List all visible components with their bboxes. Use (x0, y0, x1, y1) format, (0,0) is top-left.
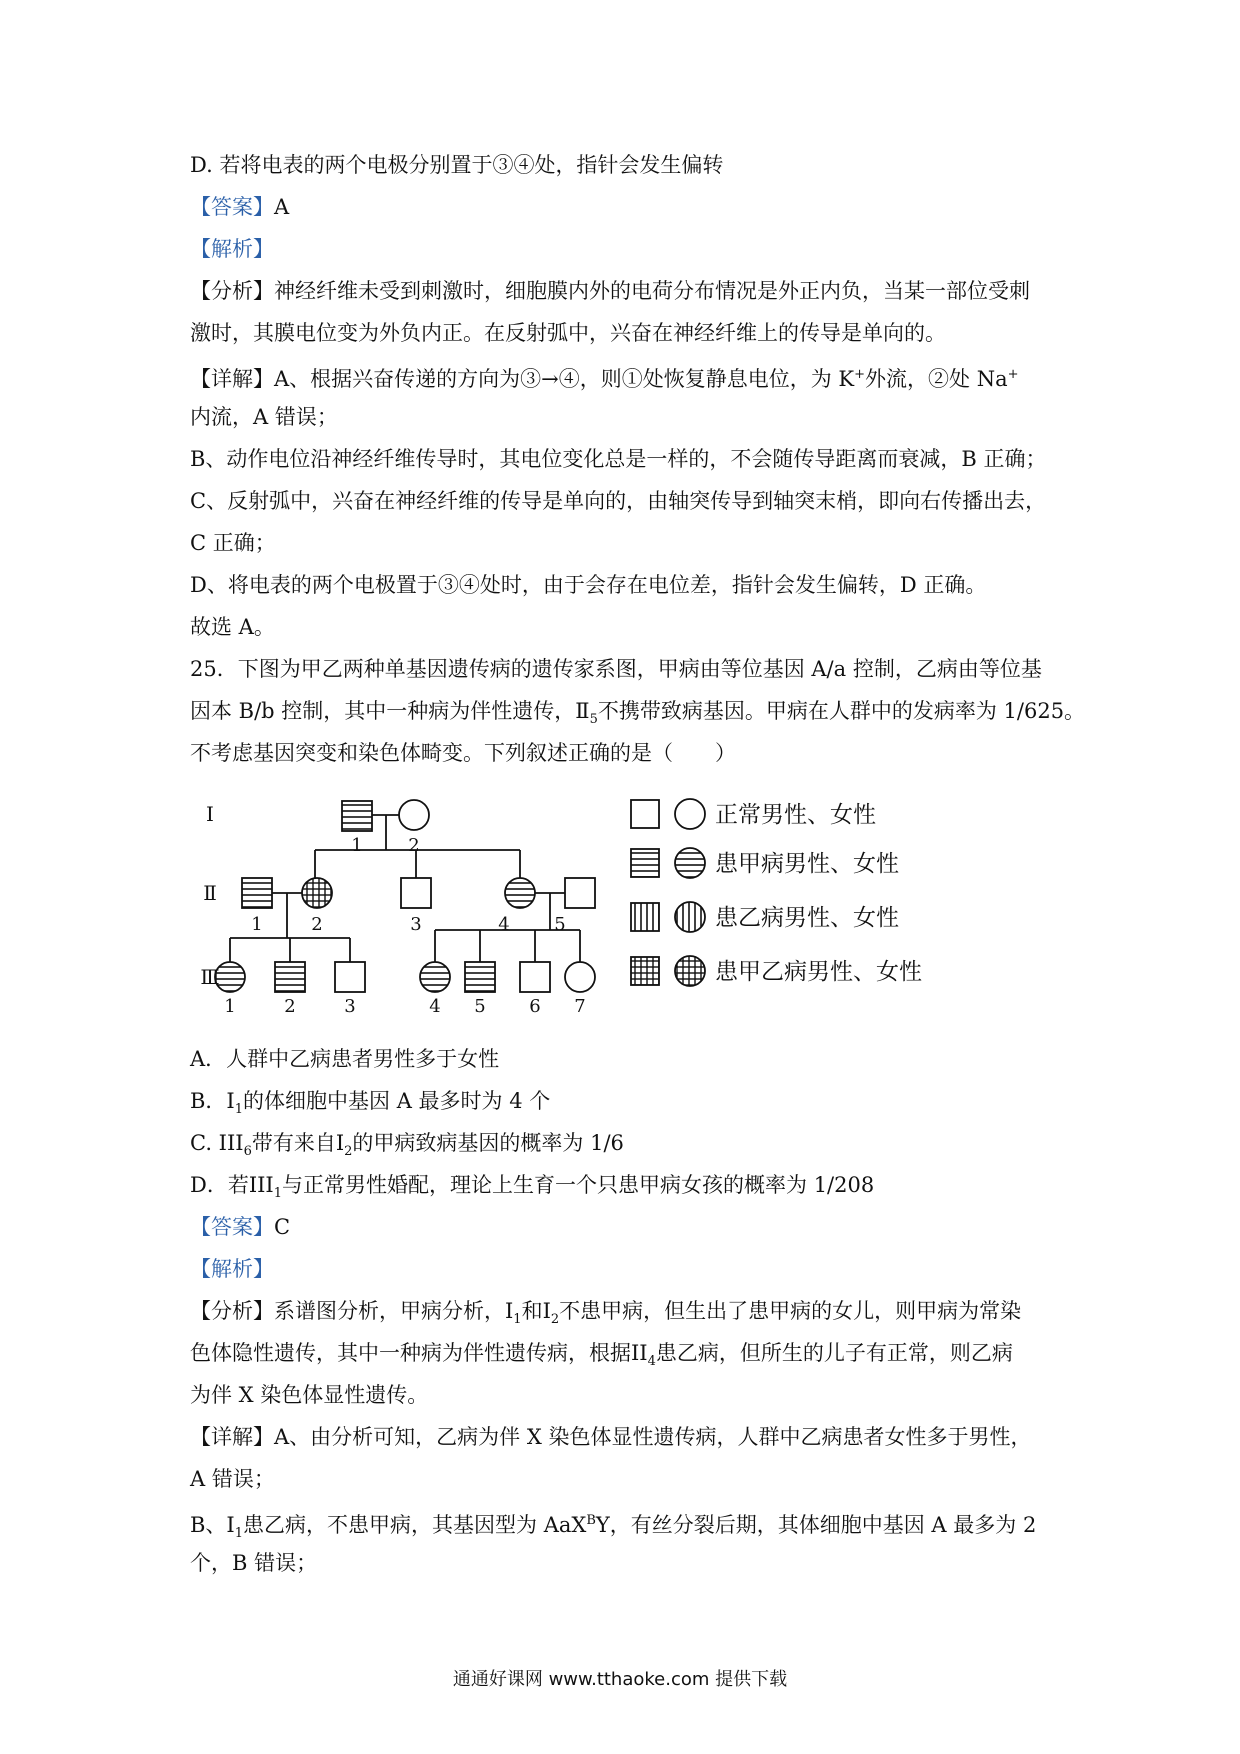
individual-number: 2 (311, 914, 323, 935)
individual-number: 4 (498, 914, 510, 935)
text-line: 色体隐性遗传，其中一种病为伴性遗传病，根据$II_4$患乙病，但所生的儿子有正常，则乙病 (190, 1341, 1013, 1370)
pedigree-III6-male-normal (520, 962, 550, 992)
pedigree-II3-male-normal (401, 878, 431, 908)
pedigree-II1-male-jia (242, 878, 272, 908)
answer-line: 【答案】C (190, 1215, 291, 1239)
text-line: 【详解】A、由分析可知，乙病为伴 X 染色体显性遗传病，人群中乙病患者女性多于男性， (190, 1425, 1032, 1449)
legend-female-jia (675, 848, 705, 878)
individual-number: 4 (429, 996, 441, 1017)
pedigree-diagram (190, 790, 610, 1020)
text-line: 不考虑基因突变和染色体畸变。下列叙述正确的是（ ） (190, 741, 736, 765)
page-footer: 通通好课网 www.tthaoke.com 提供下载 (452, 1669, 788, 1690)
gen-label: Ⅱ (203, 881, 217, 905)
text-line: 因本 B/b 控制，其中一种病为伴性遗传，$Ⅱ_5$不携带致病基因。甲病在人群中的发病率为 1/625。 (190, 699, 1086, 728)
pedigree-III5-male-jia (465, 962, 495, 992)
pedigree-II2-female-jiayi (302, 878, 332, 908)
text-line: 为伴 X 染色体显性遗传。 (190, 1383, 429, 1407)
text-line: B、$I_1$患乙病，不患甲病，其基因型为 AaX$^B$Y，有丝分裂后期，其体细胞中基因 A 最多为 2 (190, 1513, 1037, 1542)
text-line: D. 若将电表的两个电极分别置于③④处，指针会发生偏转 (190, 153, 724, 177)
legend-male-normal (631, 800, 659, 828)
individual-number: 2 (284, 996, 296, 1017)
text-line: 【分析】神经纤维未受到刺激时，细胞膜内外的电荷分布情况是外正内负，当某一部位受刺 (190, 279, 1030, 303)
option-d: D．若$III_1$与正常男性婚配，理论上生育一个只患甲病女孩的概率为 1/208 (190, 1173, 875, 1202)
legend-female-jiayi (675, 956, 705, 986)
individual-number: 3 (344, 996, 356, 1017)
pedigree-I2-female-normal (399, 800, 429, 830)
individual-number: 7 (574, 996, 586, 1017)
pedigree-III2-male-jia (275, 962, 305, 992)
individual-number: 6 (529, 996, 541, 1017)
legend-male-jiayi (631, 957, 659, 985)
pedigree-III3-male-normal (335, 962, 365, 992)
pedigree-III7-female-normal (565, 962, 595, 992)
individual-number: 5 (474, 996, 486, 1017)
text-line: C 正确； (190, 531, 276, 555)
legend-female-yi (675, 902, 705, 932)
legend-male-yi (631, 903, 659, 931)
individual-number: 1 (251, 914, 263, 935)
option-c: C. $III_6$带有来自$Ⅰ_2$的甲病致病基因的概率为 1/6 (190, 1131, 624, 1160)
text-line: B、动作电位沿神经纤维传导时，其电位变化总是一样的，不会随传导距离而衰减，B 正确； (190, 447, 1047, 471)
analysis-heading: 【解析】 (190, 237, 274, 261)
text-line: 激时，其膜电位变为外负内正。在反射弧中，兴奋在神经纤维上的传导是单向的。 (190, 321, 946, 345)
text-line: 故选 A。 (190, 615, 275, 639)
text-line: 内流，A 错误； (190, 405, 338, 429)
pedigree-legend (620, 790, 950, 990)
answer-line: 【答案】A (190, 195, 290, 219)
individual-number: 5 (554, 914, 566, 935)
individual-number: 3 (410, 914, 422, 935)
text-line: C、反射弧中，兴奋在神经纤维的传导是单向的，由轴突传导到轴突末梢，即向右传播出去， (190, 489, 1047, 513)
text-line: D、将电表的两个电极置于③④处时，由于会存在电位差，指针会发生偏转，D 正确。 (190, 573, 987, 597)
legend-label-jiayi: 患甲乙病男性、女性 (715, 959, 922, 985)
individual-number: 2 (408, 835, 420, 856)
individual-number: 1 (224, 996, 236, 1017)
pedigree-II5-male-normal (565, 878, 595, 908)
text-line: A 错误； (190, 1467, 275, 1491)
option-a: A．人群中乙病患者男性多于女性 (190, 1047, 500, 1071)
individual-number: 1 (351, 835, 363, 856)
text-line: 【详解】A、根据兴奋传递的方向为③→④，则①处恢复静息电位，为 K+外流，②处 Na+ (190, 367, 1019, 391)
text-line: 个，B 错误； (190, 1551, 318, 1575)
analysis-heading: 【解析】 (190, 1257, 274, 1281)
legend-male-jia (631, 849, 659, 877)
option-b: B．$Ⅰ_1$的体细胞中基因 A 最多时为 4 个 (190, 1089, 551, 1118)
legend-label-jia: 患甲病男性、女性 (715, 851, 899, 877)
pedigree-III4-female-jia (420, 962, 450, 992)
pedigree-II4-female-jia (505, 878, 535, 908)
pedigree-I1-male-jia (342, 801, 372, 831)
gen-label: Ⅰ (206, 802, 214, 826)
gen-label: Ⅲ (200, 965, 220, 989)
legend-label-yi: 患乙病男性、女性 (715, 905, 899, 931)
question-25: 25．下图为甲乙两种单基因遗传病的遗传家系图，甲病由等位基因 A/a 控制，乙病由等位基 (190, 657, 1042, 681)
text-line: 【分析】系谱图分析，甲病分析，$I_1$和$I_2$不患甲病，但生出了患甲病的女儿，则甲病为常染 (190, 1299, 1022, 1328)
legend-label-normal: 正常男性、女性 (715, 802, 876, 828)
legend-female-normal (675, 799, 705, 829)
